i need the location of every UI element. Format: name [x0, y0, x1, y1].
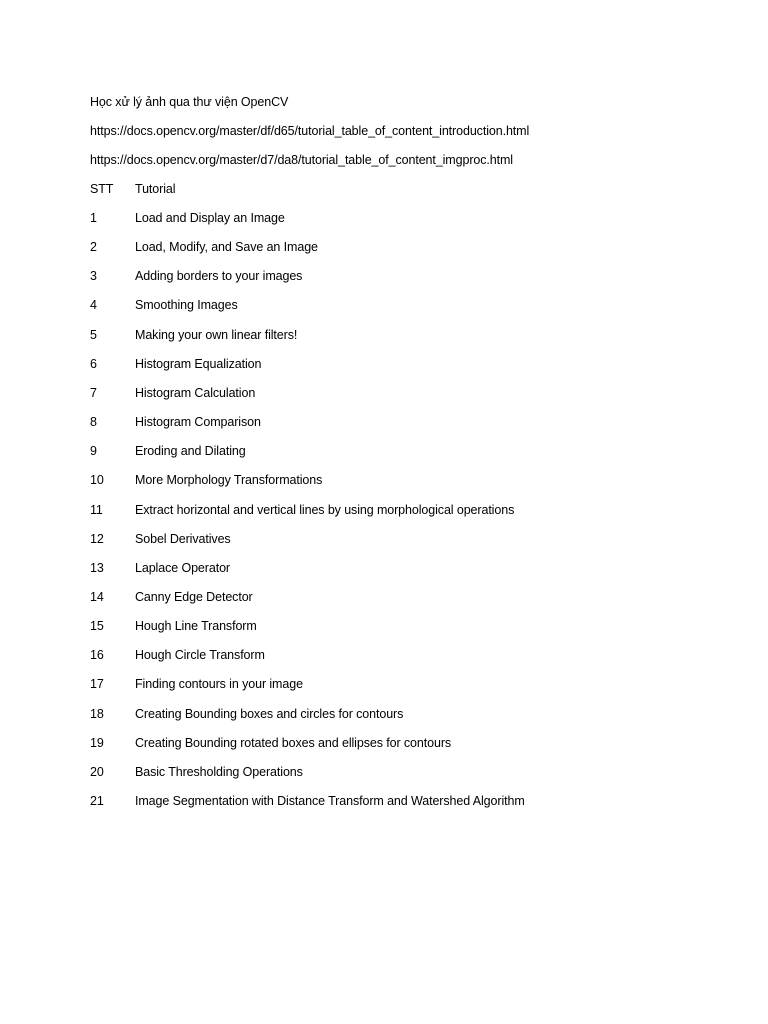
row-stt: 16 — [90, 648, 104, 662]
row-stt: 1 — [90, 211, 97, 225]
row-tutorial: More Morphology Transformations — [135, 473, 323, 487]
row-tutorial: Finding contours in your image — [135, 677, 303, 691]
row-stt: 3 — [90, 269, 97, 283]
row-tutorial: Histogram Calculation — [135, 386, 256, 400]
row-stt: 14 — [90, 590, 104, 604]
row-tutorial: Laplace Operator — [135, 561, 230, 575]
row-tutorial: Eroding and Dilating — [135, 444, 246, 458]
row-stt: 13 — [90, 561, 104, 575]
row-tutorial: Load and Display an Image — [135, 211, 285, 225]
row-stt: 21 — [90, 794, 104, 808]
link-introduction: https://docs.opencv.org/master/df/d65/tutorial_table_of_content_introduction.html — [90, 124, 530, 138]
row-tutorial: Making your own linear filters! — [135, 328, 298, 342]
row-tutorial: Extract horizontal and vertical lines by using morphological operations — [135, 503, 515, 517]
row-tutorial: Histogram Comparison — [135, 415, 261, 429]
row-tutorial: Adding borders to your images — [135, 269, 303, 283]
row-stt: 15 — [90, 619, 104, 633]
row-tutorial: Hough Circle Transform — [135, 648, 265, 662]
row-tutorial: Hough Line Transform — [135, 619, 257, 633]
header-stt: STT — [90, 182, 114, 196]
header-tutorial: Tutorial — [135, 182, 176, 196]
row-stt: 7 — [90, 386, 97, 400]
row-tutorial: Sobel Derivatives — [135, 532, 231, 546]
document-title: Học xử lý ảnh qua thư viện OpenCV — [90, 95, 289, 109]
row-tutorial: Creating Bounding rotated boxes and ellipses for contours — [135, 736, 452, 750]
row-stt: 18 — [90, 707, 104, 721]
row-tutorial: Basic Thresholding Operations — [135, 765, 303, 779]
row-tutorial: Image Segmentation with Distance Transform and Watershed Algorithm — [135, 794, 525, 808]
row-stt: 9 — [90, 444, 97, 458]
row-stt: 8 — [90, 415, 97, 429]
row-stt: 6 — [90, 357, 97, 371]
row-stt: 5 — [90, 328, 97, 342]
row-tutorial: Canny Edge Detector — [135, 590, 253, 604]
row-stt: 19 — [90, 736, 104, 750]
row-tutorial: Smoothing Images — [135, 298, 238, 312]
row-stt: 11 — [90, 503, 103, 517]
row-stt: 4 — [90, 298, 97, 312]
row-stt: 20 — [90, 765, 104, 779]
row-tutorial: Load, Modify, and Save an Image — [135, 240, 318, 254]
row-stt: 17 — [90, 677, 104, 691]
row-tutorial: Histogram Equalization — [135, 357, 262, 371]
row-stt: 10 — [90, 473, 104, 487]
row-tutorial: Creating Bounding boxes and circles for contours — [135, 707, 404, 721]
row-stt: 12 — [90, 532, 104, 546]
link-imgproc: https://docs.opencv.org/master/d7/da8/tutorial_table_of_content_imgproc.html — [90, 153, 513, 167]
row-stt: 2 — [90, 240, 97, 254]
